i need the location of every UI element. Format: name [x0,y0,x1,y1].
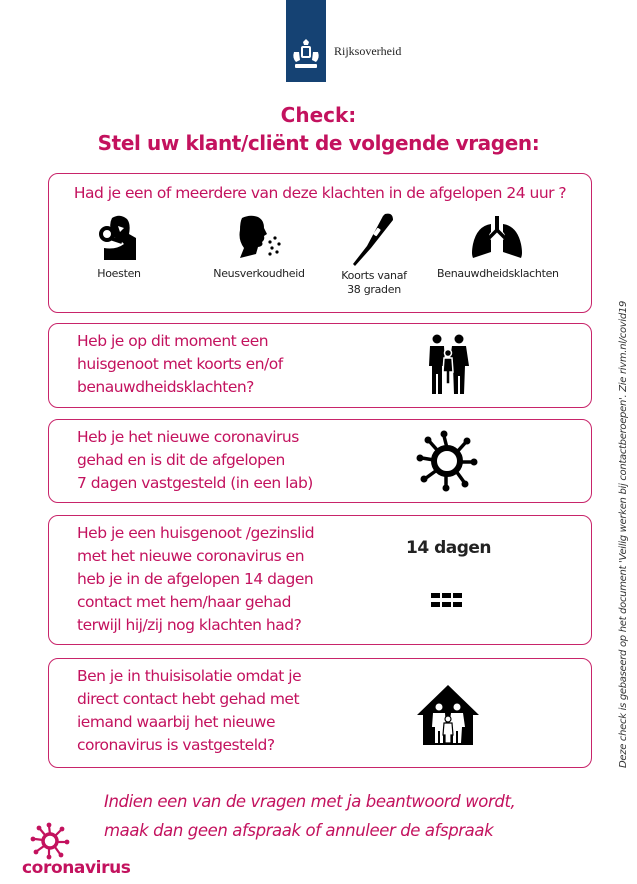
question-line: huisgenoot met koorts en/of [77,355,283,373]
question-line: iemand waarbij het nieuwe [77,713,276,731]
question-line: coronavirus is vastgesteld? [77,736,275,754]
question-card-housemate-fever [48,323,592,408]
question-line: terwijl hij/zij nog klachten had? [77,616,302,634]
question-line: heb je in de afgelopen 14 dagen [77,570,314,588]
page-title: Check: [280,103,357,127]
calendar-grid-icon [431,593,463,609]
family-icon [427,334,471,396]
logo-text: Rijksoverheid [334,44,402,58]
question-line: benauwdheidsklachten? [77,378,254,396]
question-card-symptoms [48,173,592,313]
sneezing-head-icon [232,214,286,262]
rijksoverheid-logo-bar [286,0,326,82]
symptom-label: Koorts vanaf 38 graden [341,269,407,296]
footer-line: maak dan geen afspraak of annuleer de afspraak [104,821,494,840]
question-line: 7 dagen vastgesteld (in een lab) [77,474,313,492]
coat-of-arms-icon [290,38,322,78]
question-line: direct contact hebt gehad met [77,690,300,708]
page-subtitle: Stel uw klant/cliënt de volgende vragen: [97,131,540,155]
source-note: Deze check is gebaseerd op het document 'Veilig werken bij contactberoepen'. Zie rivm.nl/covid19 [618,300,629,768]
question-text: Had je een of meerdere van deze klachten in de afgelopen 24 uur ? [73,184,567,202]
question-text [77,426,313,495]
question-text [77,330,283,399]
thermometer-icon [349,210,399,268]
question-card-had-coronavirus [48,419,592,503]
symptom-cough [59,214,179,281]
coughing-person-icon [94,214,144,262]
lungs-icon [469,214,525,262]
symptom-label: Hoesten [97,267,141,280]
virus-icon [414,428,480,494]
days-label: 14 dagen [406,538,492,558]
question-card-home-isolation [48,658,592,768]
question-line: gehad en is dit de afgelopen [77,451,285,469]
symptom-fever [314,214,434,297]
symptom-shortness-of-breath [437,214,557,281]
question-text [77,665,301,757]
question-line: Ben je in thuisisolatie omdat je [77,667,302,685]
symptom-runny-nose [199,214,319,281]
symptom-label: Benauwdheidsklachten [437,267,559,280]
footer-instruction [104,787,515,845]
footer-line: Indien een van de vragen met ja beantwoord wordt, [104,792,516,811]
symptom-label: Neusverkoudheid [213,267,305,280]
question-line: Heb je op dit moment een [77,332,269,350]
house-family-icon [415,683,481,747]
coronavirus-logo-icon [30,822,70,860]
question-card-contact-infected-housemate [48,515,592,645]
coronavirus-brand-text: coronavirus [22,858,131,878]
question-line: Heb je het nieuwe coronavirus [77,428,299,446]
question-line: Heb je een huisgenoot /gezinslid [77,524,315,542]
question-line: met het nieuwe coronavirus en [77,547,305,565]
question-line: contact met hem/haar gehad [77,593,291,611]
question-text [77,522,314,637]
